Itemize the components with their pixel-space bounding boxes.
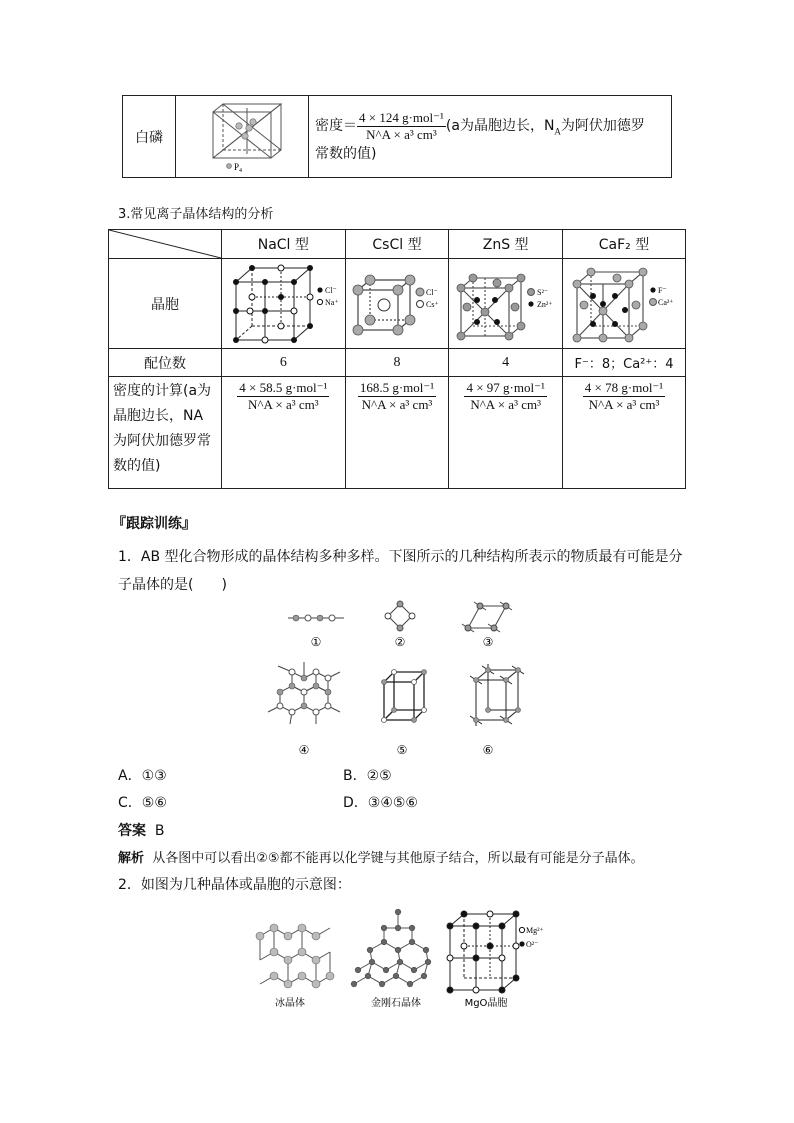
- answer-line: [118, 820, 165, 840]
- mgo-legend-1: Mg²⁺: [526, 926, 544, 935]
- fig-label-3: ③: [482, 635, 494, 649]
- density-zns-den: N^A × a³ cm³: [470, 397, 541, 412]
- coord-zns: 4: [449, 349, 563, 377]
- density-calc-label: 密度的计算(a为晶胞边长，NA为阿伏加德罗常数的值): [109, 377, 222, 489]
- mgo-legend-2: O²⁻: [526, 940, 539, 949]
- coord-number-label: 配位数: [109, 349, 222, 377]
- coord-caf2: F⁻：8；Ca²⁺：4: [563, 349, 686, 377]
- q2-figures: [250, 906, 550, 1016]
- fig1-chain: [288, 615, 344, 621]
- answer-value: B: [154, 823, 165, 839]
- density-zns: [464, 380, 546, 413]
- header-caf2: CaF₂ 型: [563, 230, 686, 259]
- fig-label-1: ①: [310, 635, 322, 649]
- coord-nacl: 6: [222, 349, 346, 377]
- header-zns: ZnS 型: [449, 230, 563, 259]
- p4-denominator: N^A × a³ cm³: [366, 127, 437, 142]
- caf2-unit-cell-figure: [563, 260, 685, 348]
- option-d[interactable]: D．③④⑤⑥: [343, 795, 418, 811]
- analysis-label: 解析: [118, 851, 145, 866]
- fig-label-4: ④: [298, 743, 310, 757]
- cscl-legend-1: Cl⁻: [425, 287, 438, 297]
- q1-figures: [260, 596, 540, 766]
- coord-cscl: 8: [345, 349, 449, 377]
- fig-label-5: ⑤: [396, 743, 408, 757]
- p4-note-line1-tail: 为阿伏加德罗: [560, 118, 645, 135]
- mgo-unit-cell-figure: [447, 911, 519, 993]
- diamond-crystal-figure: [351, 909, 430, 986]
- analysis-line: [118, 847, 644, 866]
- fig6-network: [470, 664, 524, 726]
- nacl-legend-2: Na⁺: [325, 297, 339, 307]
- caf2-cell-figure-cell: [563, 259, 686, 349]
- p4-note-line1: (a为晶胞边长，N: [445, 118, 555, 135]
- fig3-lattice: [462, 602, 512, 632]
- nacl-cell-figure-cell: [222, 259, 346, 349]
- p-atom: [242, 132, 248, 138]
- section3-title: 3.常见离子晶体结构的分析: [118, 207, 274, 222]
- fig4-honeycomb: [268, 662, 340, 724]
- p4-label: P: [234, 161, 240, 172]
- density-cscl-num: 168.5 g·mol⁻¹: [359, 380, 435, 395]
- nacl-legend-1: Cl⁻: [325, 285, 337, 295]
- white-phosphorus-table: [122, 95, 672, 178]
- density-nacl-den: N^A × a³ cm³: [247, 397, 319, 412]
- caption-ice: 冰晶体: [275, 998, 305, 1009]
- fig5-cube: [382, 670, 427, 723]
- option-c[interactable]: C．⑤⑥: [118, 795, 167, 811]
- corner-cell: [109, 230, 222, 259]
- p4-density-fraction: [357, 110, 446, 143]
- density-nacl: [237, 380, 329, 413]
- p4-structure-cell: [176, 96, 309, 178]
- p4-numerator: 4 × 124 g·mol⁻¹: [359, 110, 444, 125]
- cscl-unit-cell-figure: [346, 260, 448, 348]
- unit-cell-label: 晶胞: [109, 259, 222, 349]
- density-caf2: [583, 380, 665, 413]
- q1-text: [118, 543, 688, 599]
- density-caf2-num: 4 × 78 g·mol⁻¹: [584, 380, 664, 395]
- substance-name: 白磷: [135, 129, 163, 146]
- fig-label-6: ⑥: [482, 743, 494, 757]
- header-nacl: NaCl 型: [222, 230, 346, 259]
- p4-note-sub: A: [554, 126, 561, 137]
- ionic-crystal-table: [108, 229, 686, 489]
- density-zns-num: 4 × 97 g·mol⁻¹: [466, 380, 545, 395]
- header-cscl: CsCl 型: [345, 230, 449, 259]
- caf2-legend-1: F⁻: [658, 285, 667, 295]
- cscl-cell-figure-cell: [345, 259, 449, 349]
- svg-text:P4: [234, 162, 242, 174]
- p4-density-cell: [309, 96, 672, 178]
- q1-line1: 1．AB 型化合物形成的晶体结构多种多样。下图所示的几种结构所表示的物质最有可能是分: [118, 549, 683, 565]
- zns-legend-1: S²⁻: [537, 287, 549, 297]
- substance-name-cell: [123, 96, 176, 178]
- q1-line2: 子晶体的是( ): [118, 577, 227, 593]
- density-cscl-den: N^A × a³ cm³: [361, 397, 433, 412]
- fig2-rhombus: [385, 601, 415, 631]
- caption-diamond: 金刚石晶体: [371, 998, 421, 1009]
- ice-crystal-figure: [256, 924, 334, 988]
- fig-label-2: ②: [394, 635, 406, 649]
- practice-title: 『跟踪训练』: [112, 516, 196, 532]
- density-label: 密度＝: [315, 118, 357, 135]
- density-caf2-den: N^A × a³ cm³: [588, 397, 660, 412]
- zns-cell-figure-cell: [449, 259, 563, 349]
- p-atom: [246, 124, 252, 130]
- caption-mgo: MgO晶胞: [464, 998, 508, 1009]
- p4-cell-figure: [177, 98, 307, 176]
- p-atom: [236, 122, 242, 128]
- nacl-unit-cell-figure: [222, 260, 344, 348]
- cscl-legend-2: Cs⁺: [425, 299, 439, 309]
- density-nacl-num: 4 × 58.5 g·mol⁻¹: [239, 380, 328, 395]
- zns-unit-cell-figure: [449, 260, 561, 348]
- option-b[interactable]: B．②⑤: [343, 768, 392, 784]
- analysis-text: 从各图中可以看出②⑤都不能再以化学键与其他原子结合，所以最有可能是分子晶体。: [152, 851, 644, 866]
- caf2-legend-2: Ca²⁺: [658, 297, 674, 307]
- option-a[interactable]: A．①③: [118, 768, 167, 784]
- density-cscl: [358, 380, 436, 413]
- answer-label: 答案: [118, 823, 146, 839]
- p-atom: [250, 118, 256, 124]
- p4-note-line2: 常数的值): [315, 146, 377, 162]
- zns-legend-2: Zn²⁺: [537, 299, 553, 309]
- q2-text: 2．如图为几种晶体或晶胞的示意图：: [118, 877, 351, 893]
- p4-sub: 4: [239, 167, 243, 174]
